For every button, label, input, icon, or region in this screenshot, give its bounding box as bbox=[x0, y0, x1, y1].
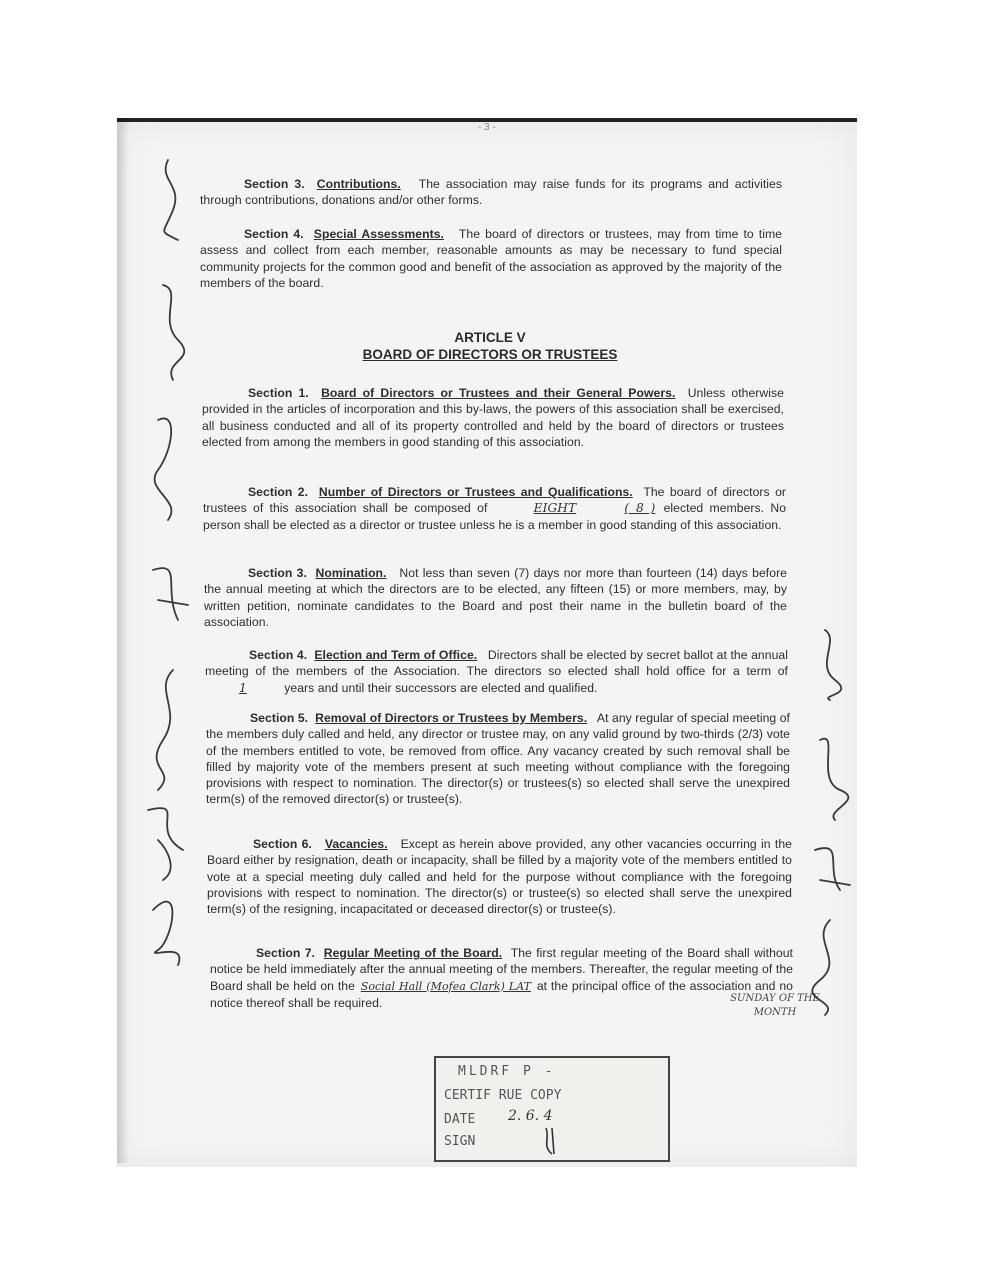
section-heading: Section 4. bbox=[249, 648, 308, 662]
section-title: Nomination. bbox=[315, 566, 387, 580]
section-heading: Section 2. bbox=[248, 485, 309, 499]
section-election-term bbox=[205, 647, 788, 696]
section-text: years and until their successors are elected and qualified. bbox=[284, 680, 598, 695]
section-text: At any regular of special meeting of the members duly called and held, any director or trustee may, on any valid ground by two-thirds (2/3) vote of the members entitled to vote, be removed from office. Any vacancy created by such removal shall be filled by majority vote of the members present at such meeting without compliance with the foregoing provisions with respect to nomination. The director(s) or trustees(s) so elected shall serve the unexpired term(s) of the removed director(s) or trustee(s). bbox=[206, 711, 790, 807]
section-contributions bbox=[200, 176, 782, 209]
section-title: Vacancies. bbox=[324, 837, 388, 851]
stamp-date-label: DATE bbox=[444, 1112, 476, 1127]
handwritten-director-count-words: EIGHT bbox=[533, 501, 577, 516]
section-heading: Section 7. bbox=[256, 946, 315, 960]
section-title: Election and Term of Office. bbox=[314, 648, 478, 662]
section-text: Directors shall be elected by secret ballot at the annual meeting of the members of the Association. The directors so elected shall hold office for a term of bbox=[205, 648, 789, 679]
section-title: Removal of Directors or Trustees by Members. bbox=[315, 711, 588, 725]
section-text: elected members. No person shall be elected as a director or trustee unless he is a member in good standing of this association. bbox=[203, 501, 787, 532]
stamp-date-value: 2. 6. 4 bbox=[508, 1108, 553, 1124]
section-text: The board of directors or trustees of this association shall be composed of bbox=[203, 485, 787, 516]
stamp-line-2: CERTIF RUE COPY bbox=[444, 1088, 562, 1103]
section-title: Contributions. bbox=[316, 177, 401, 191]
stamp-line-1: MLDRF P - bbox=[458, 1064, 556, 1079]
section-text: at the principal office of the association and no notice thereof shall be required. bbox=[210, 978, 793, 1010]
section-heading: Section 6. bbox=[253, 837, 312, 851]
article-title: BOARD OF DIRECTORS OR TRUSTEES bbox=[362, 347, 618, 362]
handwritten-margin-note: SUNDAY OF THE MONTH bbox=[730, 993, 820, 1018]
stamp-signature-label: SIGN bbox=[444, 1134, 476, 1149]
page-number: - 3 - bbox=[478, 122, 496, 133]
section-nomination bbox=[204, 565, 787, 630]
section-text: Except as herein above provided, any other vacancies occurring in the Board either by resignation, death or incapacity, shall be filled by a majority vote of the members entitled to vote at a special meeting duly called and held for the purpose without compliance with the foregoing provisions with respect to nomination. The director(s) or trustee(s) so elected shall serve the unexpired term(s) of the resigning, incapacitated or deceased director(s) or trustee(s). bbox=[207, 837, 792, 917]
section-general-powers bbox=[202, 385, 784, 450]
section-special-assessments bbox=[200, 226, 782, 291]
handwritten-meeting-place: Social Hall (Mofea Clark) LAT bbox=[360, 979, 531, 993]
section-text: The first regular meeting of the Board shall without notice be held immediately after the annual meeting of the members. Thereafter, the regular meeting of the Board shall be held on the bbox=[210, 946, 793, 993]
section-title: Regular Meeting of the Board. bbox=[323, 946, 503, 960]
section-heading: Section 3. bbox=[248, 566, 307, 580]
section-heading: Section 5. bbox=[250, 711, 309, 725]
section-number-of-directors bbox=[203, 484, 786, 533]
section-title: Number of Directors or Trustees and Qualifications. bbox=[318, 485, 633, 499]
handwritten-term-years: 1 bbox=[239, 680, 247, 695]
article-number: ARTICLE V bbox=[454, 330, 526, 345]
section-heading: Section 3. bbox=[244, 177, 305, 191]
certified-copy-stamp bbox=[434, 1056, 670, 1162]
section-heading: Section 4. bbox=[244, 227, 304, 241]
section-text: The board of directors or trustees, may from time to time assess and collect from each member, reasonable amounts as may be necessary to fund special community projects for the common good and benefit of the association as approved by the majority of the members of the board. bbox=[200, 227, 782, 290]
section-removal bbox=[206, 710, 790, 808]
right-margin-signatures bbox=[800, 620, 860, 1020]
handwritten-director-count-number: ( 8 ) bbox=[624, 501, 656, 516]
section-text: Unless otherwise provided in the articles of incorporation and this by-laws, the powers of this association shall be exercised, all business conducted and all of its property controlled and held by the board of directors or trustees elected from among the members in good standing of this association. bbox=[202, 386, 784, 449]
section-regular-meeting bbox=[210, 945, 793, 1011]
left-margin-signatures bbox=[128, 150, 208, 970]
section-heading: Section 1. bbox=[248, 386, 309, 400]
section-vacancies bbox=[207, 836, 792, 917]
stamp-signature-mark bbox=[536, 1124, 576, 1158]
section-text: The association may raise funds for its programs and activities through contributions, donations and/or other forms. bbox=[200, 177, 783, 208]
section-text: Not less than seven (7) days nor more than fourteen (14) days before the annual meeting at which the directors are to be elected, any fifteen (15) or more members, may, by written petition, nominate candidates to the Board and post their name in the bulletin board of the association. bbox=[204, 566, 788, 629]
section-title: Special Assessments. bbox=[313, 227, 444, 241]
section-title: Board of Directors or Trustees and their General Powers. bbox=[321, 386, 676, 400]
